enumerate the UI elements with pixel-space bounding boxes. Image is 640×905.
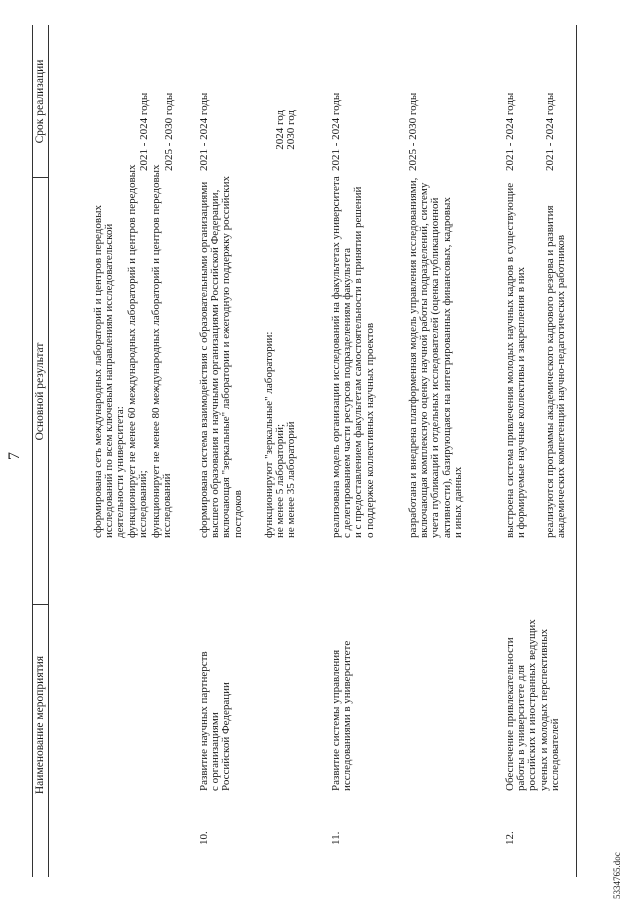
- row-number: 10.: [198, 831, 210, 845]
- column-header-result: Основной результат: [34, 342, 46, 441]
- cont-intro: сформирована сеть международных лабораторий и центров передовых исследований по всем ключевым направлениям исследовательской деятельности университета:: [92, 205, 127, 538]
- row-result-2: реализуются программы академического кадрового резерва и развития академических компетенций научно-педагогических работников: [544, 205, 568, 538]
- page-number: 7: [6, 452, 23, 460]
- row-event: Обеспечение привлекательности работы в университете для российских и иностранных ведущих ученых и молодых перспективных исследователей: [504, 619, 561, 791]
- row-result-2-term: 2021 - 2024 годы: [544, 92, 556, 171]
- cont-item1: функционирует не менее 60 международных лабораторий и центров передовых исследований;: [126, 164, 150, 538]
- row-result-2: разработана и внедрена платформенная модель управления исследованиями, включающая комплексную оценку научной работы подразделений, систему учета публикаций и отдельных исследователей (оценка публикационной активности), базирующаяся на интегрированных финансовых, кадровых и иных данных: [407, 177, 464, 538]
- cont-item2-term: 2025 - 2030 годы: [163, 92, 175, 171]
- cont-item1-term: 2021 - 2024 годы: [138, 92, 150, 171]
- cont-item2: функционирует не менее 80 международных лабораторий и центров передовых исследований: [150, 164, 174, 538]
- row-result-1: выстроена система привлечения молодых научных кадров в существующие и формируемые научные коллективы и закрепления в них: [504, 182, 528, 538]
- row-result-1-term: 2021 - 2024 годы: [330, 92, 342, 171]
- column-header-event: Наименование мероприятия: [34, 655, 46, 795]
- column-header-term: Срок реализации: [34, 59, 46, 144]
- row-event: Развитие научных партнерств с организациями Российской Федерации: [198, 651, 233, 791]
- row-event: Развитие системы управления исследованиями в университете: [330, 640, 354, 791]
- row-number: 11.: [330, 831, 342, 845]
- table-top-rule: [32, 25, 33, 877]
- row-result-1-term: 2021 - 2024 годы: [504, 92, 516, 171]
- table-bottom-rule: [576, 25, 577, 877]
- doc-code: 5334765.doc: [612, 852, 622, 899]
- row-result-1: реализована модель организации исследований на факультетах университета с делегированием части ресурсов подразделениям факультета и с предоставлением факультетам самостоятельности в принятии решений о поддержке коллективных научных проектов: [330, 176, 376, 538]
- row-result-1: сформирована система взаимодействия с образовательными организациями высшего образования и научными организациями Российской Федерации, включающая "зеркальные" лаборатории и ежегодную поддержку российских постдоков: [198, 176, 244, 538]
- row-result-2-terms: 2024 год 2030 год: [274, 110, 298, 150]
- header-bottom-rule: [48, 25, 49, 877]
- row-result-2: функционируют "зеркальные" лаборатории: не менее 5 лабораторий; не менее 35 лабораторий: [263, 331, 298, 538]
- row-result-2-term: 2025 - 2030 годы: [407, 92, 419, 171]
- row-number: 12.: [504, 831, 516, 845]
- row-result-1-term: 2021 - 2024 годы: [198, 92, 210, 171]
